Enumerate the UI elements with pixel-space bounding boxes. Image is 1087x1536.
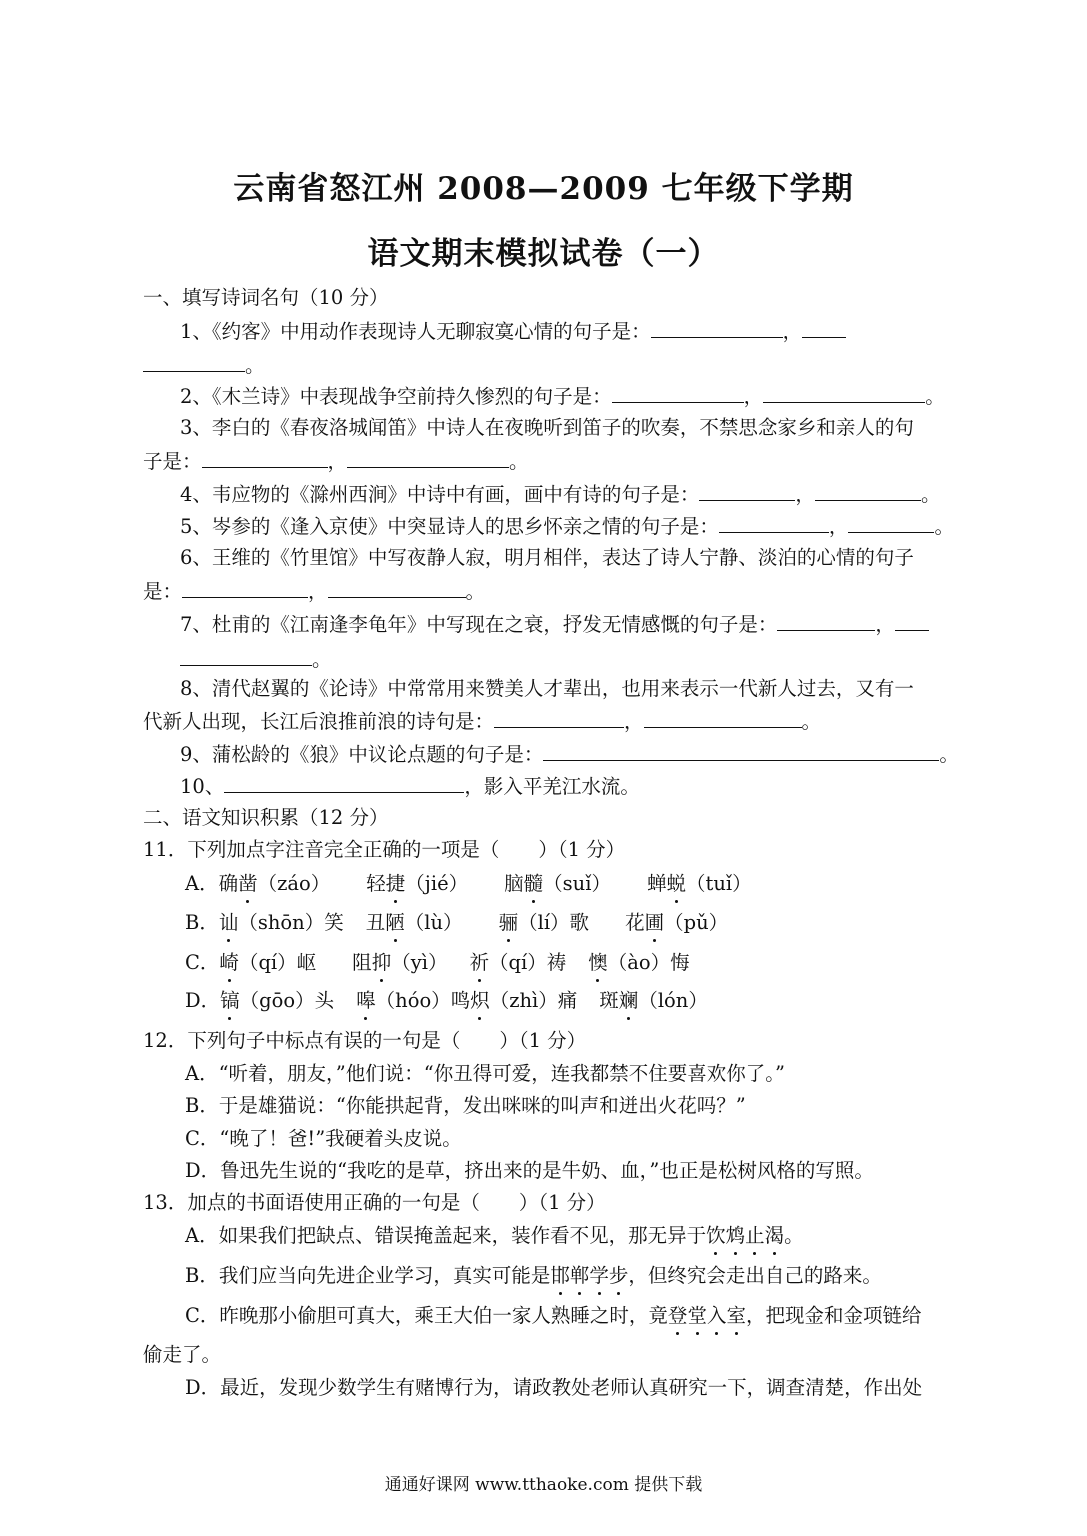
q5-blank-2 xyxy=(848,512,934,533)
q3-end: 。 xyxy=(509,450,529,473)
q9-blank xyxy=(543,740,939,761)
q11-stem: 11．下列加点字注音完全正确的一项是（ ）（1 分） xyxy=(143,838,626,861)
q5-sep: ， xyxy=(828,515,849,538)
question-1 xyxy=(180,317,846,346)
question-10 xyxy=(180,772,640,801)
q6-text: 6、王维的《竹里馆》中写夜静人寂，明月相伴，表达了诗人宁静、淡泊的心情的句子 xyxy=(180,546,914,569)
q1-end: 。 xyxy=(245,354,265,377)
q13-b-dotted xyxy=(550,1264,628,1287)
question-2 xyxy=(180,382,945,411)
question-4 xyxy=(180,480,940,509)
q8-cont: 代新人出现，长江后浪推前浪的诗句是： xyxy=(143,710,495,733)
q7-end: 。 xyxy=(312,648,332,671)
q11-option-b: B．讪（shōn）笑 丑陋（lù） 骊（lí）歌 花圃（pǔ） xyxy=(185,909,728,937)
q1-blank-2a xyxy=(802,317,846,338)
q13-option-b: B．我们应当向先进企业学习，真实可能是邯郸学步，但终究会走出自己的路来。 xyxy=(185,1262,882,1290)
q8-end: 。 xyxy=(801,710,822,733)
dotted-char: 室 xyxy=(726,1302,746,1330)
q7-blank-2a xyxy=(895,610,929,631)
dotted-char: 鸩 xyxy=(726,1222,746,1250)
q3-blank-1 xyxy=(202,447,328,468)
exam-title-line2: 语文期末模拟试卷（一） xyxy=(367,236,720,272)
q10-tail: ，影入平羌江水流。 xyxy=(464,775,640,798)
question-1-cont xyxy=(143,351,265,380)
dotted-char: 学 xyxy=(589,1262,609,1290)
dotted-char: 郸 xyxy=(570,1262,590,1290)
question-3 xyxy=(180,414,914,442)
q4-text: 4、韦应物的《滁州西涧》中诗中有画，画中有诗的句子是： xyxy=(180,483,700,506)
question-8 xyxy=(180,675,914,703)
q4-blank-1 xyxy=(699,480,795,501)
q1-blank-1 xyxy=(651,317,783,338)
section1-heading: 一、填写诗词名句（10 分） xyxy=(143,286,389,309)
dotted-char: 步 xyxy=(609,1262,629,1290)
q12-option-a: A．“听着，朋友，”他们说：“你丑得可爱，连我都禁不住要喜欢你了。” xyxy=(185,1062,785,1085)
question-5 xyxy=(180,512,954,541)
question-7 xyxy=(180,610,929,639)
q13-option-a: A．如果我们把缺点、错误掩盖起来，装作看不见，那无异于饮鸩止渴。 xyxy=(185,1222,804,1250)
q1-text: 1、《约客》中用动作表现诗人无聊寂寞心情的句子是： xyxy=(180,320,651,343)
q3-text: 3、李白的《春夜洛城闻笛》中诗人在夜晚听到笛子的吹奏，不禁思念家乡和亲人的句 xyxy=(180,416,914,439)
q2-end: 。 xyxy=(925,385,945,408)
q12-stem: 12．下列句子中标点有误的一句是（ ）（1 分） xyxy=(143,1029,587,1052)
question-9 xyxy=(180,740,959,769)
q2-blank-1 xyxy=(612,382,744,403)
q4-end: 。 xyxy=(920,483,941,506)
q1-blank-2b xyxy=(143,351,245,372)
question-6-cont xyxy=(143,577,485,606)
q3-cont: 子是： xyxy=(143,450,202,473)
q12-option-d: D．鲁迅先生说的“我吃的是草，挤出来的是牛奶、血，”也正是松树风格的写照。 xyxy=(185,1159,874,1182)
q6-sep: ， xyxy=(308,580,328,603)
q8-blank-2 xyxy=(644,707,802,728)
q4-blank-2 xyxy=(815,480,921,501)
q5-text: 5、岑参的《逢入京使》中突显诗人的思乡怀亲之情的句子是： xyxy=(180,515,719,538)
dotted-char: 登 xyxy=(668,1302,688,1330)
q2-blank-2 xyxy=(763,382,925,403)
q3-blank-2 xyxy=(347,447,509,468)
q13-option-d: D．最近，发现少数学生有赌博行为，请政教处老师认真研究一下，调查清楚，作出处 xyxy=(185,1376,923,1399)
q10-text: 10、 xyxy=(180,775,225,798)
dotted-char: 止 xyxy=(745,1222,765,1250)
q7-blank-2b xyxy=(180,645,312,666)
dotted-char: 堂 xyxy=(687,1302,707,1330)
q13-stem: 13．加点的书面语使用正确的一句是（ ）（1 分） xyxy=(143,1191,606,1214)
q10-blank xyxy=(224,772,464,793)
q2-text: 2、《木兰诗》中表现战争空前持久惨烈的句子是： xyxy=(180,385,612,408)
q7-text: 7、杜甫的《江南逢李龟年》中写现在之衰，抒发无情感慨的句子是： xyxy=(180,613,778,636)
q4-sep: ， xyxy=(795,483,815,506)
q8-sep: ， xyxy=(624,710,644,733)
question-3-cont xyxy=(143,447,529,476)
question-7-cont xyxy=(180,645,332,674)
q7-blank-1 xyxy=(777,610,875,631)
dotted-char: 渴 xyxy=(765,1222,785,1250)
q5-blank-1 xyxy=(719,512,829,533)
q6-end: 。 xyxy=(465,580,486,603)
exam-title-line1: 云南省怒江州 2008—2009 七年级下学期 xyxy=(233,171,854,207)
q8-blank-1 xyxy=(494,707,624,728)
dotted-char: 入 xyxy=(707,1302,727,1330)
q9-end: 。 xyxy=(939,743,959,766)
q9-text: 9、蒲松龄的《狼》中议论点题的句子是： xyxy=(180,743,544,766)
q12-option-b: B．于是雄猫说：“你能拱起背，发出咪咪的叫声和迸出火花吗？” xyxy=(185,1094,746,1117)
q13-option-c: C．昨晚那小偷胆可真大，乘王大伯一家人熟睡之时，竟登堂入室，把现金和金项链给 xyxy=(185,1302,922,1330)
q6-blank-2 xyxy=(328,577,466,598)
dotted-char: 邯 xyxy=(550,1262,570,1290)
q12-option-c: C．“晚了！爸!”我硬着头皮说。 xyxy=(185,1127,462,1150)
q5-end: 。 xyxy=(934,515,954,538)
dotted-char: 饮 xyxy=(706,1222,726,1250)
footer-credit: 通通好课网 www.tthaoke.com 提供下载 xyxy=(384,1475,703,1495)
q7-sep: ， xyxy=(875,613,895,636)
q13-a-dotted xyxy=(706,1224,784,1247)
q13-option-c-cont: 偷走了。 xyxy=(143,1343,222,1366)
q6-cont: 是： xyxy=(143,580,183,603)
q11-option-d: D．镐（gōo）头 嗥（hóo）鸣炽（zhì）痛 斑斓（lón） xyxy=(185,987,708,1015)
q8-text: 8、清代赵翼的《论诗》中常常用来赞美人才辈出，也用来表示一代新人过去，又有一 xyxy=(180,677,914,700)
q1-sep: ， xyxy=(782,320,803,343)
q2-sep: ， xyxy=(743,385,764,408)
q11-option-c: C．崎（qí）岖 阻抑（yì） 祈（qí）祷 懊（ào）悔 xyxy=(185,949,690,977)
question-6 xyxy=(180,544,914,572)
question-8-cont xyxy=(143,707,821,736)
q3-sep: ， xyxy=(327,450,348,473)
q6-blank-1 xyxy=(182,577,308,598)
q11-option-a: A．确凿（záo） 轻捷（jié） 脑髓（suǐ） 蝉蜕（tuǐ） xyxy=(185,870,752,898)
section2-heading: 二、语文知识积累（12 分） xyxy=(143,806,389,829)
q13-c-dotted xyxy=(668,1304,746,1327)
